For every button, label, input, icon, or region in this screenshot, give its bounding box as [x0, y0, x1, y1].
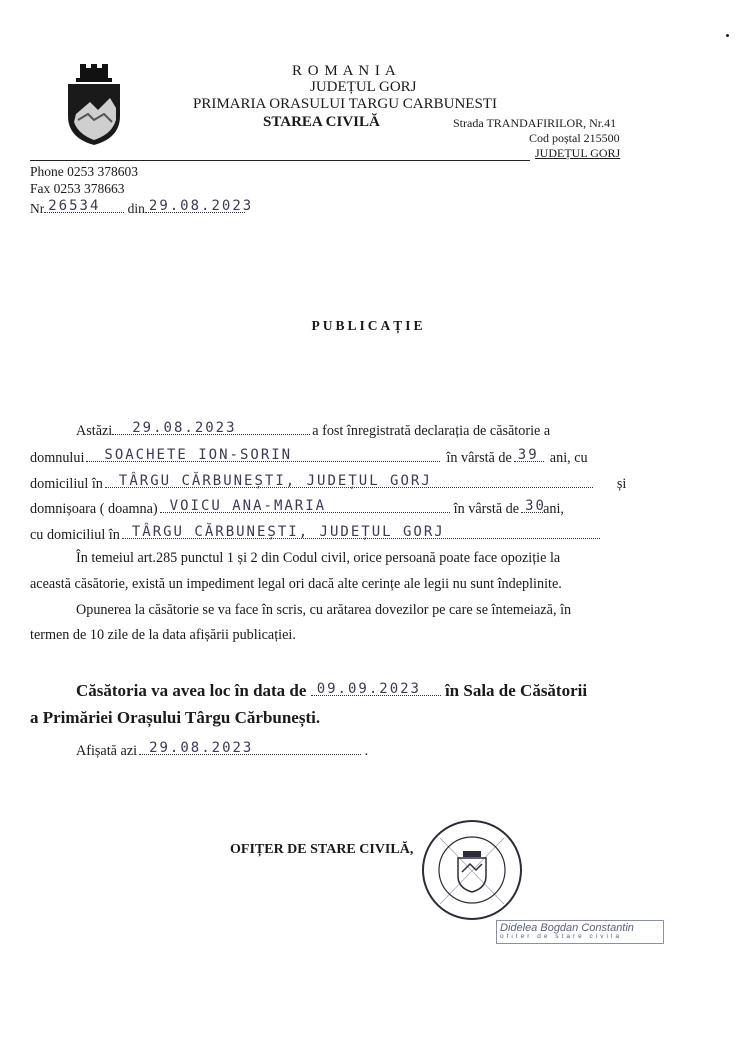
- years-with: ani, cu: [549, 450, 588, 466]
- header-county-right: JUDEȚUL GORJ: [535, 146, 621, 160]
- registration-line: [30, 198, 254, 217]
- domicile-label: domiciliul în: [30, 476, 103, 492]
- wedding-line-1: [76, 679, 587, 701]
- body-line-4: [30, 498, 564, 518]
- registration-date: 29.08.2023: [148, 198, 254, 214]
- scan-speck: [726, 34, 729, 37]
- posted-date: 29.08.2023: [149, 740, 254, 756]
- stamp-officer-name: Didelea Bogdan Constantin: [500, 922, 634, 934]
- official-seal-icon: [420, 818, 524, 922]
- stamp-officer-role: ofiter de stare civila: [500, 933, 622, 940]
- wedding-date: 09.09.2023: [316, 681, 421, 697]
- header-divider: [30, 160, 530, 161]
- body-line-2: [30, 447, 588, 467]
- bride-address: TÂRGU CĂRBUNEȘTI, JUDEȚUL GORJ: [131, 524, 445, 540]
- city-crest-icon: [66, 64, 122, 146]
- din-label: din: [127, 201, 145, 216]
- age-label: în vârstă de: [446, 450, 512, 466]
- today-label: Astăzi: [76, 423, 113, 439]
- wedding-suffix: în Sala de Căsătorii: [444, 681, 588, 700]
- wedding-prefix: Căsătoria va avea loc în data de: [76, 681, 307, 700]
- document-title: PUBLICAȚIE: [311, 318, 426, 333]
- posted-period: .: [361, 743, 369, 759]
- wedding-line-2: a Primăriei Orașului Târgu Cărbunești.: [30, 708, 321, 727]
- header-county: JUDEȚUL GORJ: [310, 79, 417, 95]
- header-department: STAREA CIVILĂ: [263, 114, 380, 130]
- header-country: R O M A N I A: [292, 63, 397, 79]
- miss-label: domnișoara ( doamna): [30, 501, 158, 517]
- body-line-5: [30, 524, 600, 544]
- opposition-paragraph-line-2: termen de 10 zile de la data afișării publicației.: [30, 627, 296, 643]
- domicile-label-2: cu domiciliul în: [30, 527, 120, 543]
- groom-address: TÂRGU CĂRBUNEȘTI, JUDEȚUL GORJ: [118, 473, 432, 489]
- posted-line: [76, 740, 368, 760]
- bride-age: 30: [525, 498, 546, 514]
- and-label: și: [616, 476, 627, 492]
- phone-line: Phone 0253 378603: [30, 164, 138, 179]
- declaration-text: a fost înregistrată declarația de căsătorie a: [312, 423, 551, 439]
- registration-number: 26534: [48, 198, 101, 214]
- age-label-2: în vârstă de: [453, 501, 520, 517]
- header-city-hall: PRIMARIA ORASULUI TARGU CARBUNESTI: [193, 96, 497, 112]
- fax-line: Fax 0253 378663: [30, 181, 125, 196]
- opposition-paragraph-line-1: Opunerea la căsătorie se va face în scris, cu arătarea dovezilor pe care se întemeiază, în: [76, 602, 572, 618]
- groom-name: SOACHETE ION-SORIN: [104, 447, 293, 463]
- legal-paragraph-line-2: această căsătorie, există un impediment legal ori dacă alte cerințe ale legii nu sunt îndeplinite.: [30, 576, 562, 592]
- header-postal-code: Cod poștal 215500: [529, 131, 620, 145]
- officer-label: OFIȚER DE STARE CIVILĂ,: [230, 842, 414, 857]
- declaration-date: 29.08.2023: [132, 420, 237, 436]
- mister-label: domnului: [30, 450, 85, 466]
- header-street: Strada TRANDAFIRILOR, Nr.41: [453, 116, 617, 130]
- posted-label: Afișată azi: [76, 743, 138, 759]
- body-line-1: [76, 420, 550, 440]
- officer-name-stamp: [496, 920, 664, 944]
- body-line-3: [30, 473, 626, 493]
- groom-age: 39: [517, 447, 539, 463]
- years-label: ani,: [543, 501, 564, 517]
- legal-paragraph-line-1: În temeiul art.285 punctul 1 și 2 din Codul civil, orice persoană poate face opoziție la: [76, 550, 561, 566]
- nr-label: Nr: [30, 201, 45, 216]
- bride-name: VOICU ANA-MARIA: [169, 498, 327, 514]
